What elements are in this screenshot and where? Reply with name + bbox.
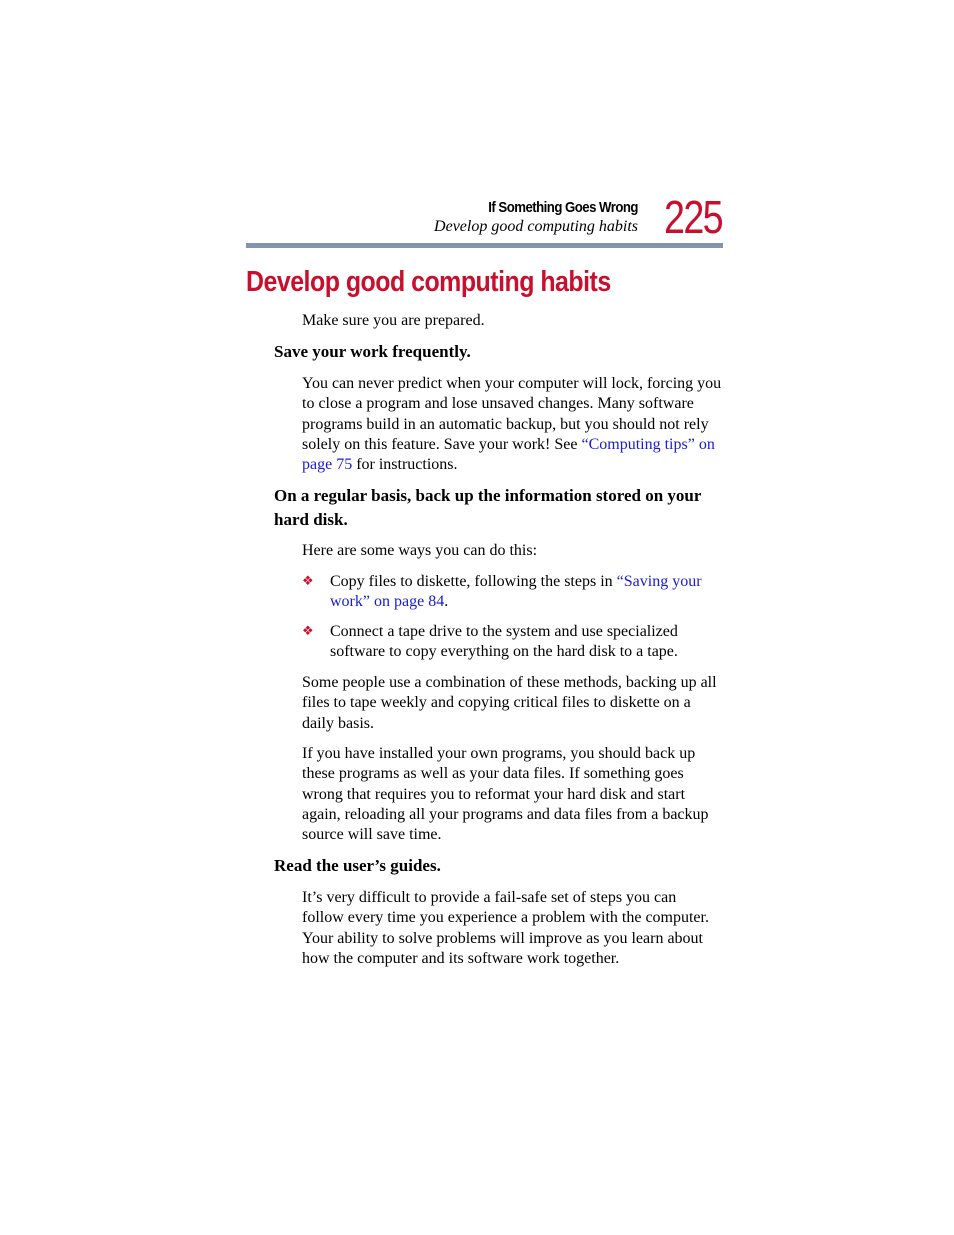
users-guides-paragraph: It’s very difficult to provide a fail-safe set of steps you can follow every time you experience a problem with the computer. Your ability to solve problems will improve as you learn about how the computer and its software work together. [302,889,709,967]
diamond-bullet-icon: ❖ [302,574,314,589]
bullet-text: Connect a tape drive to the system and use specialized software to copy everything on the hard disk to a tape. [330,623,678,661]
save-work-paragraph [302,374,722,475]
heading-users-guides: Read the user’s guides. [274,856,441,875]
page-number: 225 [664,191,723,243]
bullet-text [330,572,722,613]
diamond-bullet-icon: ❖ [302,624,314,639]
section-title: Develop good computing habits [434,218,638,235]
save-work-text-end: for instructions. [352,456,458,474]
running-head [434,199,638,236]
bullet-text-start: Copy files to diskette, following the steps in [330,573,617,590]
header-rule [246,243,723,248]
intro-paragraph: Make sure you are prepared. [302,312,485,329]
chapter-title: If Something Goes Wrong [488,199,638,216]
bullet-text-end: . [444,593,449,611]
save-work-text: You can never predict when your computer will lock, forcing you to close a program and lose unsaved changes. Many software programs build in an automatic backup, but you should not rely solely on this feature. Save your work! See [302,375,722,453]
page-title: Develop good computing habits [246,266,611,298]
installed-programs-paragraph: If you have installed your own programs, you should back up these programs as well as your data files. If something goes wrong that requires you to reformat your hard disk and start again, reloading all your programs and data files from a backup source will save time. [302,745,709,844]
combination-paragraph: Some people use a combination of these methods, backing up all files to tape weekly and copying critical files to diskette on a daily basis. [302,674,717,732]
heading-save-work: Save your work frequently. [274,342,471,361]
computing-tips-link[interactable]: “Computing tips” on page 75 [302,435,715,474]
backup-lead-paragraph: Here are some ways you can do this: [302,542,538,559]
heading-back-up: On a regular basis, back up the information stored on your hard disk. [274,486,702,529]
list-item [302,572,722,613]
list-item [302,622,722,663]
saving-your-work-link[interactable]: “Saving your work” on page 84 [330,573,702,611]
